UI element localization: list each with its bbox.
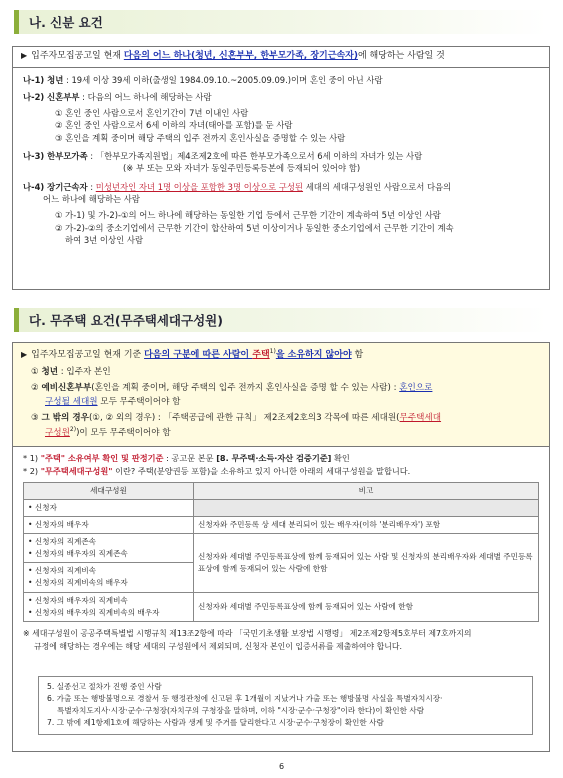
youth-label: 나-1) 청년 [23,74,64,85]
table-cell-line: • 신청자의 직계존속 [28,537,96,547]
exclusion-footnote-line2: 규정에 해당하는 경우에는 해당 세대의 구성원에서 제외되며, 신청자 본인이 입증서류를 제출하여야 합니다. [34,641,402,651]
da-item-prewed-line2-suffix: 모두 무주택이어야 함 [97,396,181,407]
table-cell-line: • 신청자의 직계비속의 배우자 [28,578,128,588]
table-row [24,534,539,563]
da-item-other-label: 그 밖의 경우 [41,412,89,423]
exclusion-item-6-cont: 특별자치도지사·시장·군수·구청장(자치구의 구청장을 말하며, 이하 "시장·군수·구청장"이라 한다)이 확인한 사람 [57,706,425,716]
footnote-2-red: "무주택세대구성원" [40,466,113,477]
da-item-prewed-label: 예비신혼부부 [41,383,92,394]
table-header-remark: 비고 [194,482,539,499]
section-na-intro [13,47,549,68]
footnote-1-prefix: * 1) [23,453,41,464]
da-item-prewed-underlined: 혼인으로 [399,383,433,394]
table-cell-line: • 신청자의 배우자의 직계비속의 배우자 [28,607,160,617]
da-item-youth [21,366,541,379]
da-item-other-num: ③ [31,412,39,423]
long-service-post: 세대의 세대구성원인 사람으로서 다음의 [303,181,452,192]
long-service-line2: 어느 하나에 해당하는 사람 [43,194,140,205]
single-parent-item [13,150,549,163]
table-cell-member: • 신청자 [24,499,194,516]
footnote-1-bold: [8. 무주택·소득·자산 검증기준] [216,453,332,464]
da-item-other-line2-sup: 2) [69,426,77,434]
table-cell-remark: 신청자와 주민등록 상 세대 분리되어 있는 배우자(이하 '분리배우자') 포함 [194,516,539,533]
da-item-prewed-line2-underlined: 구성될 세대원 [45,396,98,407]
triangle-bullet-icon: ▶ [21,51,28,60]
table-cell-member [24,534,194,563]
long-service-underlined: 미성년자인 자녀 1명 이상을 포함한 3명 이상으로 구성된 [95,181,304,192]
footnote-1 [23,452,539,465]
da-item-prewed-num: ② [31,383,39,394]
household-member-table [23,482,539,622]
da-item-youth-text: : 입주자 본인 [58,366,111,377]
long-service-pre: : [87,181,96,192]
table-cell-line: • 신청자의 직계비속 [28,566,96,576]
table-cell-member: • 신청자의 배우자 [24,516,194,533]
intro-underlined: 다음의 어느 하나(청년, 신혼부부, 한부모가족, 장기근속자) [123,51,358,61]
table-cell-remark [194,499,539,516]
da-intro-red: 주택 [252,350,270,360]
da-intro-prefix: 입주자모집공고일 현재 기준 [31,350,145,360]
da-intro-suffix: 함 [351,350,364,360]
footnote-1-red: "주택" 소유여부 확인 및 판정기준 [40,453,164,464]
table-header-member: 세대구성원 [24,482,194,499]
da-item-other-line2-red: 구성원 [45,428,70,439]
table-cell-member [24,592,194,621]
single-parent-note: (※ 부 또는 모와 자녀가 동일주민등록등본에 등재되어 있어야 함) [123,163,361,174]
exclusion-footnote-line1: ※ 세대구성원이 공공주택특별법 시행규칙 제13조2항에 따라 「국민기초생활 보장법 시행령」 제2조제2항제5호부터 제7호까지의 [23,628,472,638]
section-da-heading [14,308,547,332]
section-na-heading [14,10,547,34]
table-cell-remark: 신청자와 세대별 주민등록표상에 함께 등재되어 있는 사람에 한함 [194,592,539,621]
section-da-requirements [13,343,549,446]
da-item-other-text: (①, ② 외의 경우) : 「주택공급에 관한 규칙」 제2조제2호의3 각목에 따른 세대원( [88,412,400,423]
exclusion-item-6: 6. 가출 또는 행방불명으로 경찰서 등 행정관청에 신고된 후 1개월이 지났거나 가출 또는 행방불명 사실을 특별자치시장· [47,694,443,704]
newlywed-text: : 다음의 어느 하나에 해당하는 사람 [79,92,212,103]
footnote-2 [23,465,539,478]
footnote-2-suffix: 이란? 주택(분양권등 포함)을 소유하고 있지 아니한 아래의 세대구성원을 말합니다. [112,466,411,477]
da-item-youth-label: 청년 [41,366,59,377]
da-item-other-line2 [21,425,541,440]
table-row [24,499,539,516]
da-item-other-red: 무주택세대 [399,412,442,423]
section-da-intro [21,347,541,363]
table-row [24,592,539,621]
single-parent-label: 나-3) 한부모가족 [23,150,88,161]
youth-text: : 19세 이상 39세 이하(출생일 1984.09.10.~2005.09.09.)이며 혼인 중이 아닌 사람 [63,74,383,85]
table-row [24,516,539,533]
da-item-other-line2-suffix: )이 모두 무주택이어야 함 [76,428,171,439]
section-na-title: 나. 신분 요건 [29,15,103,30]
da-intro-underlined: 다음의 구분에 따른 사람이 [144,350,253,360]
long-service-item [13,181,549,194]
exclusion-item-7: 7. 그 밖에 제1항제1호에 해당하는 사람과 생계 및 주거를 달리한다고 시장·군수·구청장이 확인한 사람 [47,718,384,728]
table-cell-line: • 신청자의 배우자의 직계비속 [28,595,128,605]
da-item-prewed [21,382,541,395]
footnote-1-suffix: 확인 [331,453,350,464]
exclusion-criteria-box [38,676,533,735]
exclusion-item-5: 5. 실종선고 절차가 진행 중인 사람 [47,682,162,691]
da-item-prewed-text: (혼인을 계획 중이며, 해당 주택의 입주 전까지 혼인사실을 증명 할 수 있는 사람) : [91,383,400,394]
da-item-other [21,412,541,425]
newlywed-sub-3: ③ 혼인을 계획 중이며 해당 주택의 입주 전까지 혼인사실을 증명할 수 있는 사람 [55,132,346,143]
page-number: 6 [278,762,285,771]
newlywed-item [13,91,549,104]
table-cell-line: • 신청자의 배우자의 직계존속 [28,549,128,559]
intro-prefix: 입주자모집공고일 현재 [31,51,124,61]
table-cell-merged-remark: 신청자와 세대별 주민등록표상에 함께 등재되어 있는 사람 및 신청자의 분리배우자와 세대별 주민등록표상에 함께 등재되어 있는 사람에 한함 [194,534,539,593]
footnote-1-mid: : 공고문 본문 [163,453,217,464]
long-service-sub-1: ① 가-1) 및 가-2)-①의 어느 하나에 해당하는 동일한 기업 등에서 근무한 기간이 계속하여 5년 이상인 사람 [55,209,441,220]
newlywed-sub-1: ① 혼인 중인 사람으로서 혼인기간이 7년 이내인 사람 [55,107,249,118]
long-service-label: 나-4) 장기근속자 [23,181,88,192]
exclusion-footnote [23,628,539,653]
da-intro-sup: 1) [269,348,276,355]
footnote-2-prefix: * 2) [23,466,41,477]
da-intro-underlined2: 을 소유하지 않아야 [275,350,352,360]
youth-item [13,74,549,87]
table-cell-member [24,563,194,592]
section-na-box [12,46,550,290]
da-item-youth-num: ① [31,366,39,377]
long-service-sub-2-cont: 하여 3년 이상인 사람 [65,235,144,246]
da-item-prewed-line2 [21,396,541,409]
newlywed-label: 나-2) 신혼부부 [23,92,80,103]
section-da-title: 다. 무주택 요건(무주택세대구성원) [29,313,223,328]
triangle-bullet-icon: ▶ [21,350,28,359]
single-parent-text: : 「한부모가족지원법」제4조제2호에 따른 한부모가족으로서 6세 이하의 자녀가 있는 사람 [87,150,423,161]
intro-suffix: 에 해당하는 사람일 것 [357,51,445,61]
newlywed-sub-2: ② 혼인 중인 사람으로서 6세 이하의 자녀(태아를 포함)를 둔 사람 [55,120,293,131]
long-service-sub-2: ② 가-2)-②의 중소기업에서 근무한 기간이 합산하여 5년 이상이거나 동일한 중소기업에서 근무한 기간이 계속 [55,222,454,233]
table-header-row [24,482,539,499]
da-footnotes [13,446,549,653]
